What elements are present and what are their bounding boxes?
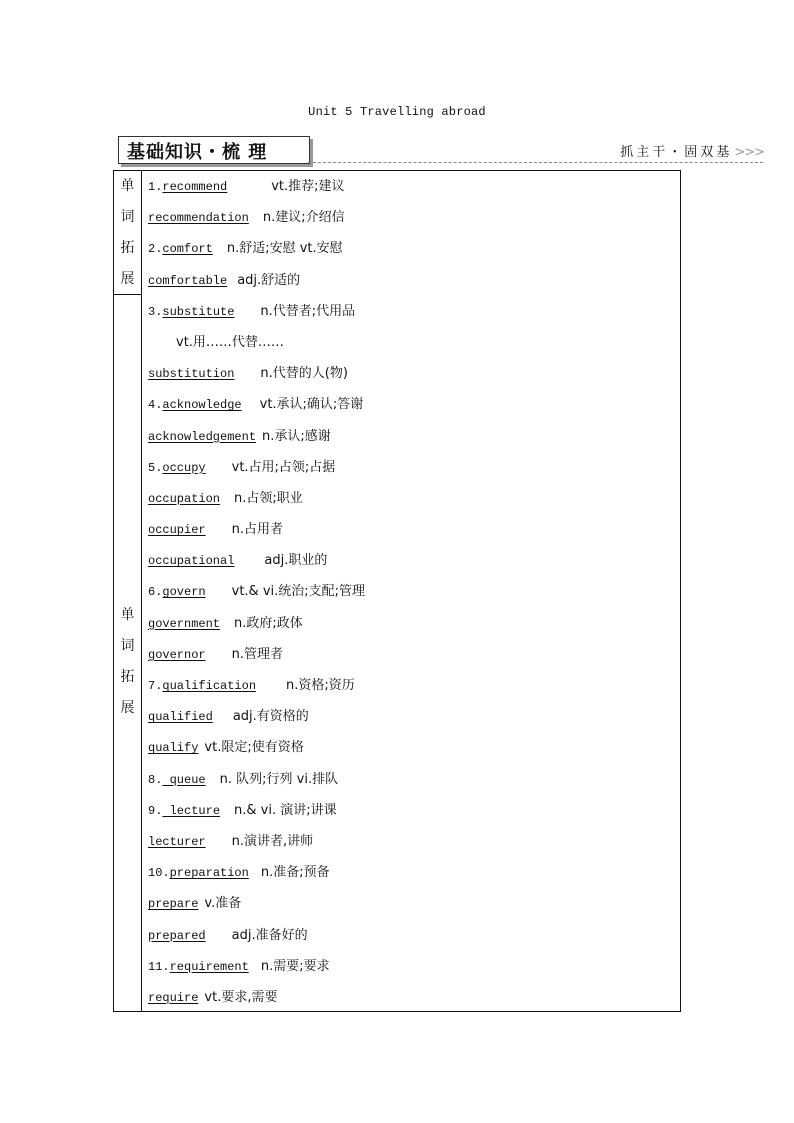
vocab-entry	[148, 327, 678, 358]
entry-word: acknowledge	[162, 398, 242, 413]
unit-title: Unit 5 Travelling abroad	[308, 105, 486, 119]
entry-definition: n.& vi. 演讲;讲课	[234, 802, 337, 818]
label-bottom	[114, 600, 141, 724]
vocab-entry	[148, 389, 678, 420]
entry-word: lecture	[162, 803, 221, 818]
label-char: 拓	[120, 669, 135, 685]
section-subtitle-text: 抓主干・固双基	[620, 145, 733, 160]
vocab-entry	[148, 358, 678, 389]
entry-word: governor	[148, 647, 206, 662]
entry-word: occupation	[148, 491, 221, 506]
vocab-entry	[148, 514, 678, 545]
entry-definition: v.准备	[204, 896, 242, 912]
label-char: 拓	[120, 240, 135, 256]
entry-definition: adj.准备好的	[231, 927, 308, 943]
vocab-entry	[148, 421, 678, 452]
label-char: 词	[120, 209, 135, 225]
entry-word: occupy	[162, 460, 206, 475]
entry-number: 6.	[148, 585, 163, 600]
entry-definition: vt.用……代替……	[176, 334, 284, 350]
entry-definition: n.政府;政体	[234, 615, 303, 631]
entry-word: substitution	[148, 367, 235, 382]
entry-word: acknowledgement	[148, 429, 257, 444]
label-char: 展	[120, 271, 135, 287]
vocab-entry	[148, 639, 678, 670]
entry-number: 1.	[148, 180, 163, 194]
entry-word: govern	[162, 585, 206, 600]
entry-word: occupier	[148, 523, 206, 538]
entry-word: prepared	[148, 928, 206, 943]
vocab-entry	[148, 670, 678, 701]
banner-divider	[308, 162, 763, 163]
vocab-entry	[148, 202, 678, 233]
entry-definition: n.占用者	[231, 522, 283, 538]
vocab-entry	[148, 171, 678, 202]
vocab-entry	[148, 701, 678, 732]
entry-definition: n.管理者	[231, 646, 283, 662]
entry-number: 11.	[148, 959, 170, 974]
entry-word: government	[148, 616, 221, 631]
entry-definition: vt.承认;确认;答谢	[259, 397, 364, 413]
entry-word: comfortable	[148, 273, 228, 288]
vocab-entry	[148, 764, 678, 795]
entry-word: preparation	[169, 866, 249, 881]
label-char: 单	[120, 178, 135, 194]
label-cell-top	[114, 171, 141, 295]
label-char: 词	[120, 638, 135, 654]
entry-word: recommend	[162, 180, 228, 194]
entry-definition: n. 队列;行列 vi.排队	[219, 771, 339, 787]
entry-definition: vt.推荐;建议	[271, 179, 345, 194]
vocab-entry	[148, 296, 678, 327]
vocab-entry	[148, 857, 678, 888]
entry-word: recommendation	[148, 211, 249, 226]
chevrons-right-icon: >>>	[734, 145, 764, 160]
entry-number: 3.	[148, 304, 163, 319]
label-char: 展	[120, 700, 135, 716]
entry-definition: n.代替的人(物)	[260, 366, 348, 382]
entry-definition: vt.占用;占领;占据	[231, 459, 336, 475]
vocab-entry	[148, 732, 678, 763]
vocab-entry	[148, 452, 678, 483]
entry-word: qualify	[148, 741, 199, 756]
vocab-entry	[148, 795, 678, 826]
vocabulary-list	[148, 171, 678, 1013]
entry-definition: adj.职业的	[264, 553, 328, 569]
entry-word: require	[148, 990, 199, 1005]
entry-number: 8.	[148, 772, 163, 787]
vocab-entry	[148, 265, 678, 296]
entry-word: occupational	[148, 554, 235, 569]
section-banner	[118, 136, 310, 164]
label-top	[114, 171, 141, 295]
entry-definition: n.资格;资历	[286, 678, 355, 693]
entry-definition: n.演讲者,讲师	[231, 833, 314, 849]
entry-definition: vt.& vi.统治;支配;管理	[231, 584, 366, 600]
vocabulary-table	[113, 170, 681, 1012]
label-column	[114, 171, 142, 1011]
vocab-entry	[148, 545, 678, 576]
entry-definition: n.承认;感谢	[262, 428, 331, 444]
section-title: 基础知识・梳 理	[127, 142, 268, 163]
entry-definition: adj.舒适的	[237, 272, 301, 288]
vocab-entry	[148, 951, 678, 982]
vocab-entry	[148, 608, 678, 639]
entry-word: comfort	[162, 242, 213, 257]
entry-number: 5.	[148, 460, 163, 475]
entry-definition: n.建议;介绍信	[262, 210, 345, 226]
entry-word: prepare	[148, 897, 199, 912]
vocab-entry	[148, 233, 678, 264]
entry-word: queue	[162, 772, 206, 787]
vocab-entry	[148, 982, 678, 1013]
entry-definition: vt.要求,需要	[204, 989, 278, 1005]
entry-word: lecturer	[148, 834, 206, 849]
label-cell-bottom	[114, 295, 141, 1011]
vocab-entry	[148, 920, 678, 951]
vocab-entry	[148, 483, 678, 514]
entry-definition: n.需要;要求	[260, 958, 330, 974]
entry-number: 2.	[148, 242, 163, 257]
vocab-entry	[148, 826, 678, 857]
entry-definition: adj.有资格的	[232, 709, 309, 725]
entry-number: 7.	[148, 679, 163, 693]
entry-definition: n.准备;预备	[260, 865, 330, 881]
vocab-entry	[148, 888, 678, 919]
entry-number: 9.	[148, 803, 163, 818]
entry-number: 4.	[148, 398, 163, 413]
entry-word: requirement	[169, 959, 249, 974]
entry-definition: n.占领;职业	[234, 490, 303, 506]
entry-definition: n.代替者;代用品	[260, 303, 356, 319]
vocab-entry	[148, 576, 678, 607]
entry-word: qualification	[162, 679, 257, 693]
entry-definition: n.舒适;安慰 vt.安慰	[226, 241, 343, 257]
entry-number: 10.	[148, 866, 170, 881]
entry-definition: vt.限定;使有资格	[204, 740, 304, 756]
entry-word: substitute	[162, 304, 235, 319]
section-subtitle	[620, 141, 764, 160]
entry-word: qualified	[148, 710, 213, 725]
label-char: 单	[120, 607, 135, 623]
